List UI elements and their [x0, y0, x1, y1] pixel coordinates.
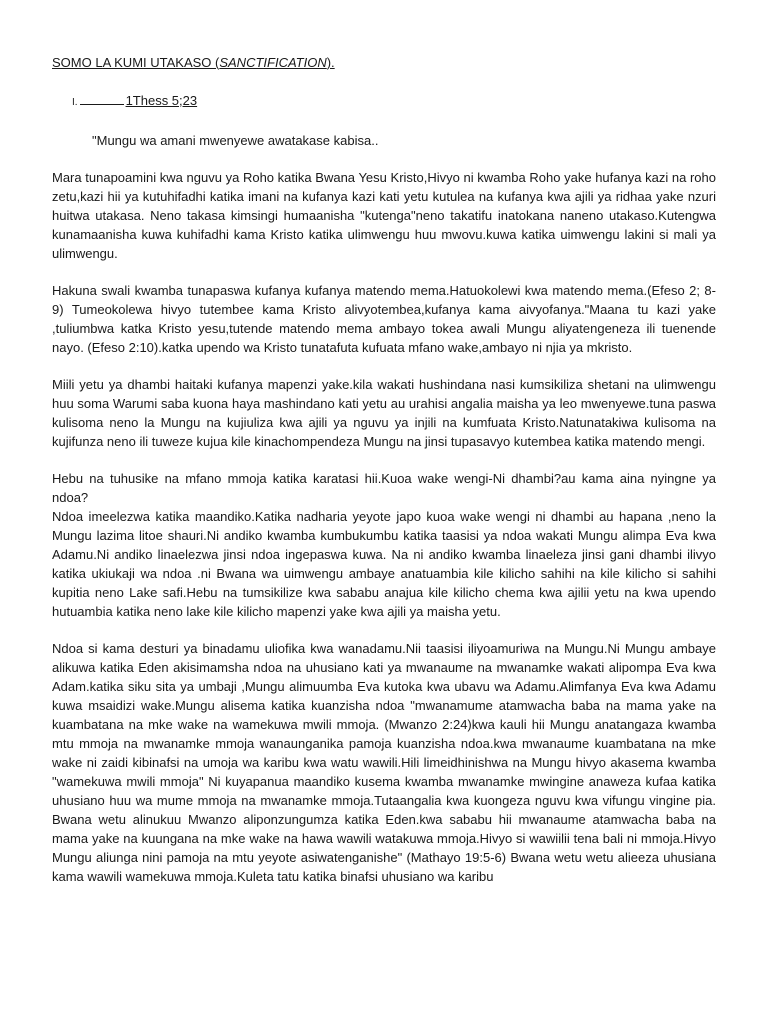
paragraph-6: Ndoa si kama desturi ya binadamu uliofika kwa wanadamu.Nii taasisi iliyoamuriwa na Mungu.Ni Mungu ambaye alikuwa katika Eden akisimamsha ndoa na uhusiano kati ya mwanaume na mwanamke wakati alipompa Eva kwa Adam.katika siku sita ya umbaji ,Mungu alimuumba Eva kutoka kwa ubavu wa Adamu.Alimfanya Eva kwa Adamu kuwa msaidizi wake.Mungu alisema katika kuanzisha ndoa "mwanamume atamwacha baba na mama yake na kuambatana na mke wake na wamekuwa mwili mmoja. (Mwanzo 2:24)kwa kauli hii Mungu anatangaza kwamba mtu mmoja na mwanamke mmoja wanaunganika pamoja kuanzisha ndoa.kwa mwanaume kuambatana na mke wake ni zaidi kibinafsi na umoja wa karibu kwa watu wawili.Hili limeidhinishwa na Mungu hivyo akasema kwamba "wamekuwa mwili mmoja" Ni kuyapanua maandiko kusema kwamba mwanamke mwingine anaweza kufaa katika uhusiano huu wa mume mmoja na mwanamke mmoja.Tutaangalia kwa kuongeza nguvu kwa vifungu vingine pia. Bwana wetu alinukuu Mwanzo aliponzungumza katika Eden.kwa sababu hii mwanaume atamwacha baba na mama yake na kuungana na mke wake na hawa wawili watakuwa mmoja.Hivyo si wawiilii tena bali ni mmoja.Hivyo Mungu aliunga nini pamoja na mtu yeyote asiwatenganishe" (Mathayo 19:5-6) Bwana wetu wetu alieeza uhusiana kama wawili wamekuwa mmoja.Kuleta tatu katika binafsi uhusiano wa karibu — [52, 641, 716, 884]
document-page — [52, 54, 716, 904]
title-main: SOMO LA KUMI UTAKASO ( — [52, 55, 220, 70]
title-italic: SANCTIFICATION — [219, 55, 327, 70]
paragraph-2: Hakuna swali kwamba tunapaswa kufanya kufanya matendo mema.Hatuokolewi kwa matendo mema.(Efeso 2; 8-9) Tumeokolewa hivyo tutembee kama Kristo alivyotembea,kufanya kama aivyofanya."Maana tu kazi yake ,tuliumbwa katka Kristo yesu,tutende matendo mema ambayo tokea awali Mungu aliyatengeneza ili tuenende nayo. (Efeso 2:10).katka upendo wa Kristo tunatafuta kufuata mfano wake,ambayo ni njia ya mkristo. — [52, 283, 716, 355]
title-end: ). — [326, 55, 335, 70]
paragraph-5: Ndoa imeelezwa katika maandiko.Katika nadharia yeyote japo kuoa wake wengi ni dhambi au hapana ,neno la Mungu lazima litoe shauri.Ni andiko kwamba kumbukumbu katika taasisi ya ndoa wakati Mungu alimpa Eva kwa Adamu.Ni andiko linaelezwa jinsi ndoa ingepaswa kuwa. Na ni andiko kwamba linaeleza jinsi gani dhambi ilivyo katika ukiukaji wa ndoa .ni Bwana wa uimwengu ambaye anatuambia kile kilicho sahihi na kile kilicho si sahihi kupitia neno Lake safi.Hebu na tumsikilize kwa sababu anajua kile kilicho chema kwa ajilii yetu na kwa upendo hutuambia katika neno lake kile kilicho mapenzi yake kwa ajili ya maisha yetu. — [52, 509, 716, 619]
scripture-quote: "Mungu wa amani mwenyewe awatakase kabisa.. — [92, 133, 379, 148]
document-title — [52, 54, 716, 72]
paragraph-4: Hebu na tuhusike na mfano mmoja katika karatasi hii.Kuoa wake wengi-Ni dhambi?au kama aina nyingne ya ndoa? — [52, 471, 716, 505]
paragraph-1: Mara tunapoamini kwa nguvu ya Roho katika Bwana Yesu Kristo,Hivyo ni kwamba Roho yake hufanya kazi na roho zetu,kazi hii ya kutuhifadhi katika imani na kufanya kazi kati yetu kutulea na kufanya kwa ajili ya ridhaa yake nzuri huitwa utakasa. Neno takasa kimsingi humaanisha "kutenga"neno takatifu inatokana naneno utakaso.Kutengwa kunamaanisha kuwa kuhifadhi kama Kristo katika ulimwengu huu mwovu.kuwa katika uimwengu lakini si mali ya ulimwengu. — [52, 170, 716, 261]
paragraph-3: Miili yetu ya dhambi haitaki kufanya mapenzi yake.kila wakati hushindana nasi kumsikiliza shetani na ulimwengu huu soma Warumi saba kuona haya mashindano kati yetu au urahisi angalia maisha ya leo mwenyewe.tuna paswa kulisoma neno la Mungu na kujiuliza kwa ajili ya nguvu ya injili na kumfuata Kristo.Natunatakiwa kulisoma na kujifunza neno ili tuweze kujua kile kinachompendeza Mungu na jinsi tupasavyo kutembea katika matendo mengi. — [52, 377, 716, 449]
underline-blank — [80, 94, 124, 105]
list-number: I. — [72, 97, 78, 108]
scripture-reference — [72, 92, 716, 112]
reference-text: 1Thess 5;23 — [125, 93, 198, 108]
